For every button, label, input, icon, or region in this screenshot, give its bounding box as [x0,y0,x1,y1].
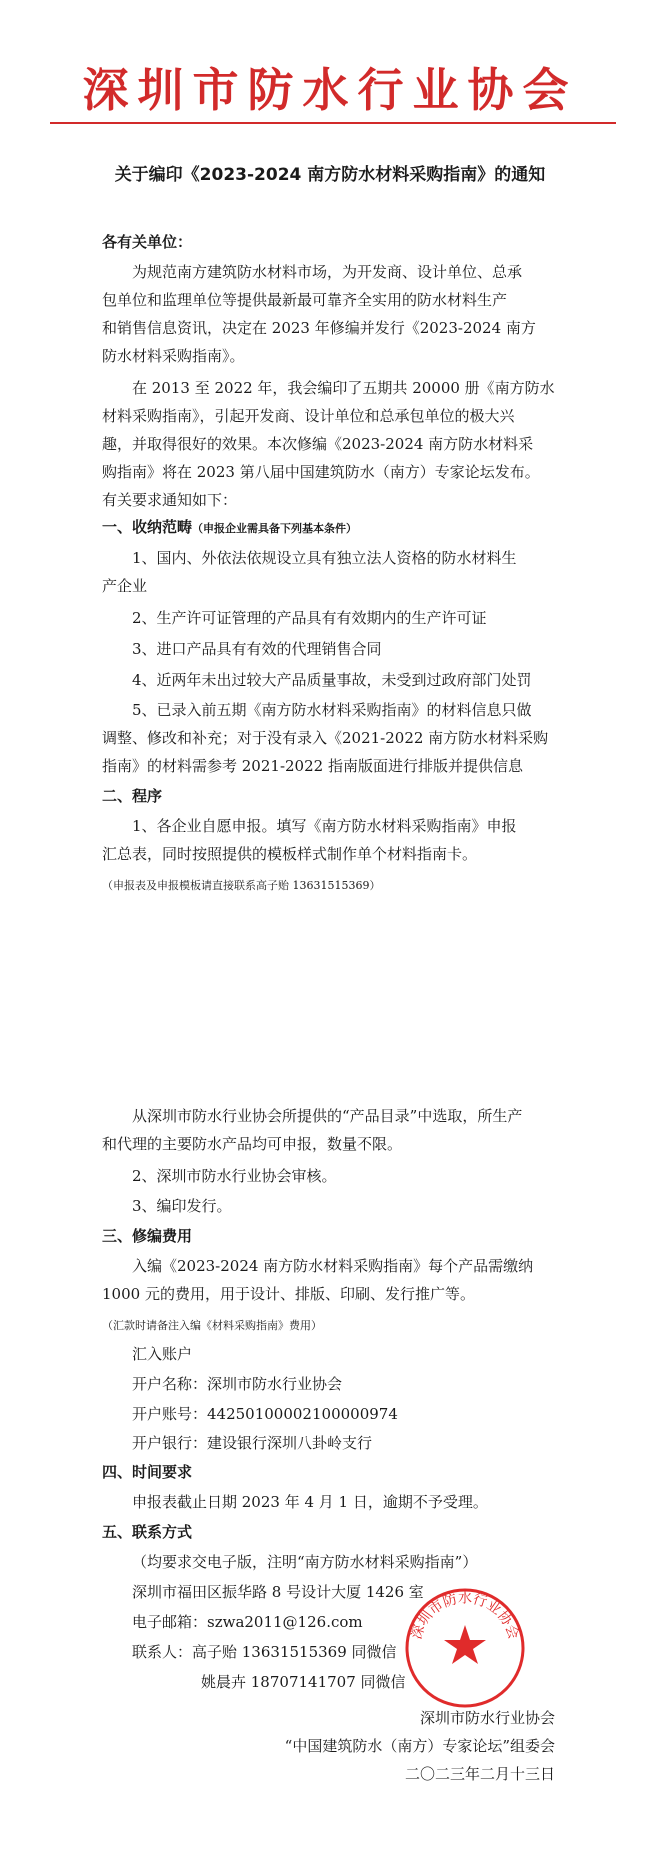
section-4-heading: 四、时间要求 [102,1463,193,1481]
section-1-item: 2、生产许可证管理的产品具有有效期内的生产许可证 [132,609,487,627]
section-3-remit-note: （汇款时请备注入编《材料采购指南》费用） [102,1319,322,1332]
section-1-item: 指南》的材料需参考 2021-2022 指南版面进行排版并提供信息 [102,757,523,775]
intro-line: 防水材料采购指南》。 [102,347,245,365]
history-line: 在 2013 至 2022 年，我会编印了五期共 20000 册《南方防水 [132,379,555,397]
notice-title: 关于编印《2023-2024 南方防水材料采购指南》的通知 [114,165,546,185]
section-1-item: 3、进口产品具有有效的代理销售合同 [132,640,382,658]
intro-line: 和销售信息资讯，决定在 2023 年修编并发行《2023-2024 南方 [102,319,536,337]
section-5-address: 深圳市福田区振华路 8 号设计大厦 1426 室 [132,1583,424,1601]
history-line: 有关要求通知如下： [102,491,238,509]
intro-line: 为规范南方建筑防水材料市场，为开发商、设计单位、总承 [132,263,523,281]
section-1-item: 5、已录入前五期《南方防水材料采购指南》的材料信息只做 [132,701,532,719]
history-line: 材料采购指南》，引起开发商、设计单位和总承包单位的极大兴 [102,407,515,425]
section-1-item: 4、近两年未出过较大产品质量事故，未受到过政府部门处罚 [132,671,532,689]
seal-star-icon [444,1625,486,1664]
section-5-requirement: （均要求交电子版，注明“南方防水材料采购指南”） [132,1553,478,1571]
letterhead-divider [50,122,616,124]
section-2-heading: 二、程序 [102,787,163,805]
history-line: 购指南》将在 2023 第八届中国建筑防水（南方）专家论坛发布。 [102,463,540,481]
section-2-step: 3、编印发行。 [132,1197,232,1215]
account-name: 开户名称：深圳市防水行业协会 [132,1375,343,1393]
signature-org-2: “中国建筑防水（南方）专家论坛”组委会 [284,1737,555,1755]
letterhead-org-name: 深圳市防水行业协会 [82,63,578,117]
section-2-contact-note: （申报表及申报模板请直接联系高子贻 13631515369） [102,879,381,892]
account-title: 汇入账户 [132,1345,193,1363]
signature-org-1: 深圳市防水行业协会 [419,1709,555,1727]
section-2-step: 2、深圳市防水行业协会审核。 [132,1167,337,1185]
section-3-heading: 三、修编费用 [102,1227,193,1245]
section-5-contact: 联系人：高子贻 13631515369 同微信 [132,1643,397,1661]
section-4-deadline: 申报表截止日期 2023 年 4 月 1 日，逾期不予受理。 [132,1493,488,1511]
section-1-item: 1、国内、外依法依规设立具有独立法人资格的防水材料生 [132,549,517,567]
section-2-scope: 从深圳市防水行业协会所提供的“产品目录”中选取，所生产 [132,1107,523,1125]
account-number: 开户账号：44250100002100000974 [132,1405,398,1423]
section-1-heading: 一、收纳范畴 [102,518,193,536]
seal-text: 深圳市防水行业协会 [408,1590,522,1642]
official-seal-stamp [404,1587,526,1709]
account-bank: 开户银行：建设银行深圳八卦岭支行 [132,1434,373,1452]
section-5-heading: 五、联系方式 [102,1523,193,1541]
history-line: 趣，并取得很好的效果。本次修编《2023-2024 南方防水材料采 [102,435,534,453]
section-3-fee: 入编《2023-2024 南方防水材料采购指南》每个产品需缴纳 [132,1257,534,1275]
intro-line: 包单位和监理单位等提供最新最可靠齐全实用的防水材料生产 [102,291,508,309]
section-1-item: 调整、修改和补充；对于没有录入《2021-2022 南方防水材料采购 [102,729,549,747]
section-5-contact: 姚晨卉 18707141707 同微信 [201,1673,406,1691]
section-5-email: 电子邮箱：szwa2011@126.com [132,1613,363,1631]
salutation: 各有关单位： [102,233,193,251]
section-1-heading-row [102,517,357,539]
section-2-step: 汇总表，同时按照提供的模板样式制作单个材料指南卡。 [102,845,478,863]
section-1-note: （申报企业需具备下列基本条件） [192,522,358,535]
section-2-step: 1、各企业自愿申报。填写《南方防水材料采购指南》申报 [132,817,517,835]
section-2-scope: 和代理的主要防水产品均可申报，数量不限。 [102,1135,403,1153]
section-3-fee: 1000 元的费用，用于设计、排版、印刷、发行推广等。 [102,1285,475,1303]
signature-date: 二〇二三年二月十三日 [404,1765,555,1783]
section-1-item: 产企业 [102,577,148,595]
